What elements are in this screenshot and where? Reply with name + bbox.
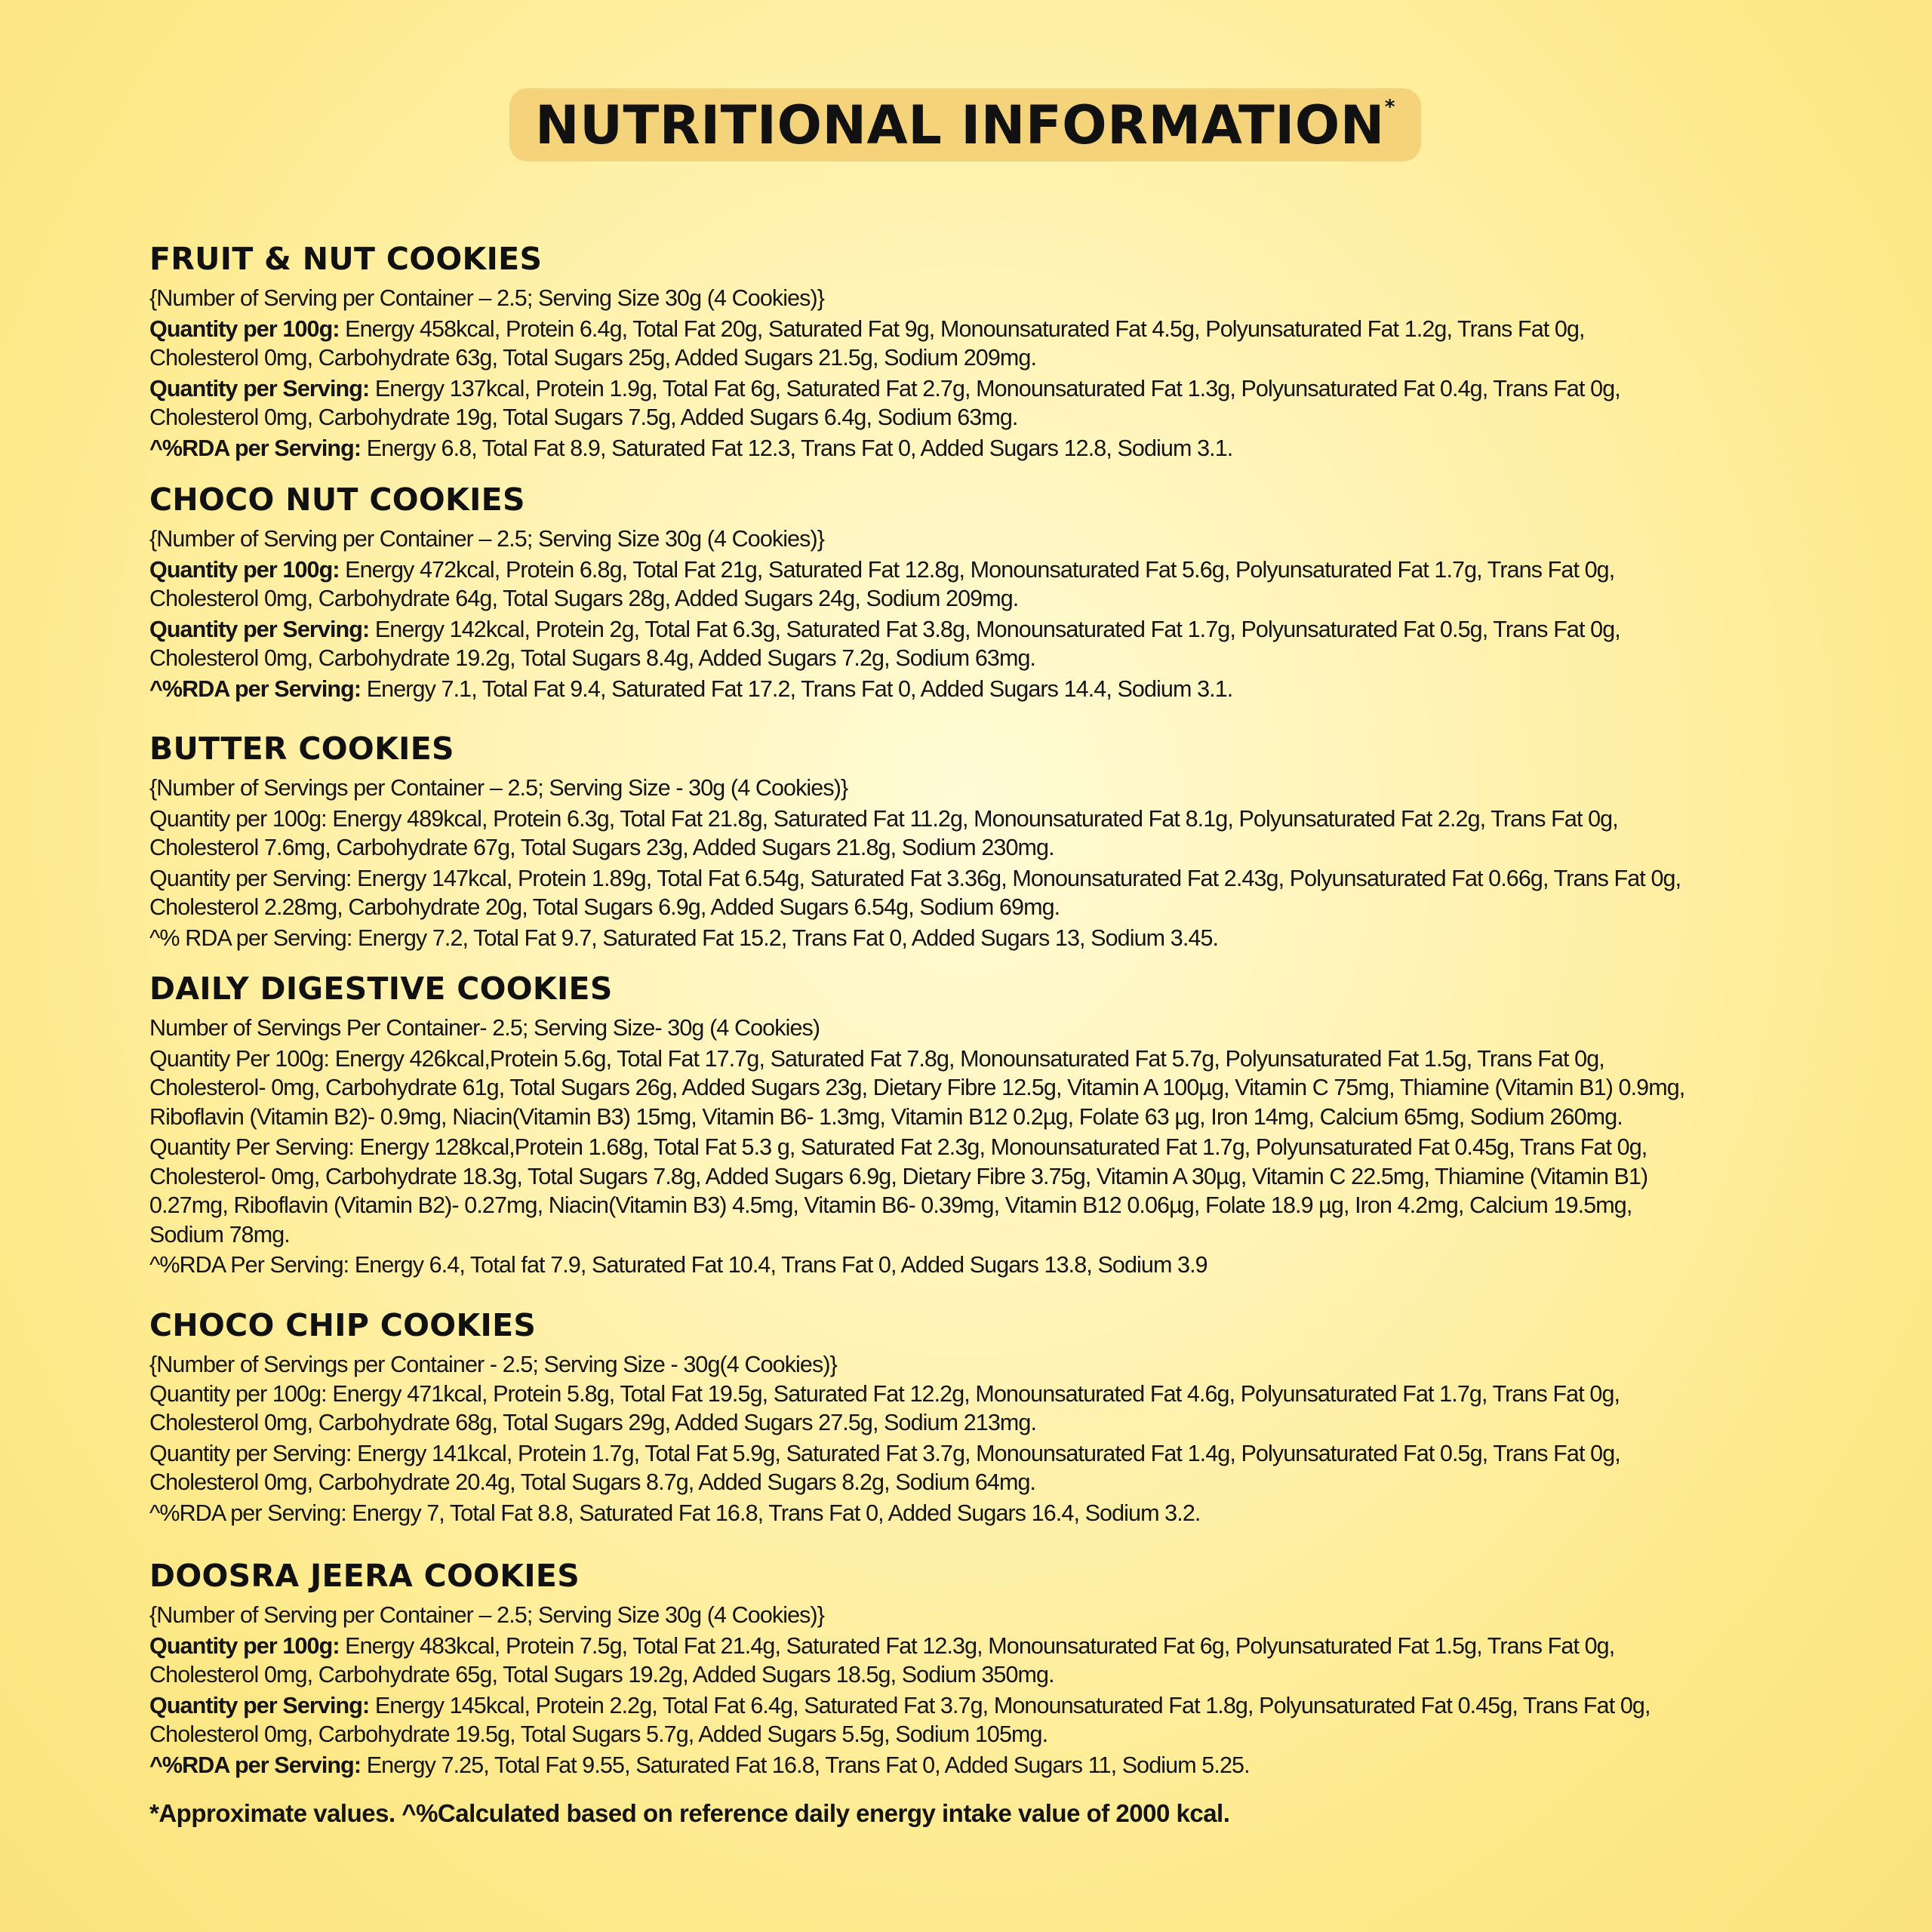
quantity-per-100g <box>149 555 1810 585</box>
quantity-per-serving-cont: 0.27mg, Riboflavin (Vitamin B2)- 0.27mg, Niacin(Vitamin B3) 4.5mg, Vitamin B6- 0.39mg, Vitamin B12 0.06µg, Folate 18.9 µg, Iron 4.2mg, Calcium 19.5mg, <box>149 1192 1632 1218</box>
serving-info: {Number of Serving per Container – 2.5; Serving Size 30g (4 Cookies)} <box>149 526 825 552</box>
section-fruit-nut-cookies <box>149 240 1810 463</box>
quantity-per-serving-cont: Cholesterol- 0mg, Carbohydrate 18.3g, Total Sugars 7.8g, Added Sugars 6.9g, Dietary Fibre 3.75g, Vitamin A 30µg, Vitamin C 22.5mg, Thiamine (Vitamin B1) <box>149 1163 1648 1189</box>
rda-label: ^%RDA per Serving: <box>149 435 361 461</box>
quantity-per-serving: Quantity Per Serving: Energy 128kcal,Protein 1.68g, Total Fat 5.3 g, Saturated Fat 2.3g, Monounsaturated Fat 1.7g, Polyunsaturated Fat 0.45g, Trans Fat 0g, <box>149 1134 1647 1160</box>
quantity-per-100g: Quantity Per 100g: Energy 426kcal,Protein 5.6g, Total Fat 17.7g, Saturated Fat 7.8g, Monounsaturated Fat 5.7g, Polyunsaturated Fat 1.5g, Trans Fat 0g, <box>149 1045 1604 1072</box>
footnote: *Approximate values. ^%Calculated based on reference daily energy intake value of 2000 kcal. <box>149 1799 1230 1827</box>
section-title: CHOCO CHIP COOKIES <box>149 1307 537 1343</box>
quantity-per-serving <box>149 374 1810 404</box>
quantity-per-serving-cont: Cholesterol 2.28mg, Carbohydrate 20g, Total Sugars 6.9g, Added Sugars 6.54g, Sodium 69mg. <box>149 894 1060 920</box>
quantity-per-serving-cont: Sodium 78mg. <box>149 1221 290 1247</box>
title-asterisk: * <box>1384 95 1395 118</box>
section-title: BUTTER COOKIES <box>149 731 454 767</box>
quantity-per-serving <box>149 1691 1810 1721</box>
quantity-per-100g-cont: Cholesterol 0mg, Carbohydrate 65g, Total Sugars 19.2g, Added Sugars 18.5g, Sodium 350mg. <box>149 1662 1054 1687</box>
rda-per-serving: ^%RDA Per Serving: Energy 6.4, Total fat 7.9, Saturated Fat 10.4, Trans Fat 0, Added Sugars 13.8, Sodium 3.9 <box>149 1252 1208 1278</box>
rda-text: Energy 6.8, Total Fat 8.9, Saturated Fat 12.3, Trans Fat 0, Added Sugars 12.8, Sodium 3.1. <box>361 435 1233 461</box>
serving-info: {Number of Serving per Container – 2.5; Serving Size 30g (4 Cookies)} <box>149 285 825 311</box>
quantity-per-100g-text: Energy 472kcal, Protein 6.8g, Total Fat 21g, Saturated Fat 12.8g, Monounsaturated Fat 5.6g, Polyunsaturated Fat 1.7g, Trans Fat 0g, <box>339 556 1615 583</box>
rda-text: Energy 7.1, Total Fat 9.4, Saturated Fat 17.2, Trans Fat 0, Added Sugars 14.4, Sodium 3.1. <box>361 675 1233 702</box>
quantity-per-100g-cont: Riboflavin (Vitamin B2)- 0.9mg, Niacin(Vitamin B3) 15mg, Vitamin B6- 1.3mg, Vitamin B12 0.2µg, Folate 63 µg, Iron 14mg, Calcium 65mg, Sodium 260mg. <box>149 1103 1623 1130</box>
rda-per-serving: ^%RDA per Serving: Energy 7, Total Fat 8.8, Saturated Fat 16.8, Trans Fat 0, Added Sugars 16.4, Sodium 3.2. <box>149 1500 1201 1526</box>
quantity-per-100g-cont: Cholesterol- 0mg, Carbohydrate 61g, Total Sugars 26g, Added Sugars 23g, Dietary Fibre 12.5g, Vitamin A 100µg, Vitamin C 75mg, Thiamine (Vitamin B1) 0.9mg, <box>149 1075 1685 1100</box>
quantity-per-serving <box>149 615 1810 645</box>
rda-label: ^%RDA per Serving: <box>149 1752 361 1778</box>
quantity-per-serving-cont: Cholesterol 0mg, Carbohydrate 20.4g, Total Sugars 8.7g, Added Sugars 8.2g, Sodium 64mg. <box>149 1469 1036 1495</box>
quantity-per-serving-label: Quantity per Serving: <box>149 616 370 642</box>
quantity-per-100g-text: Energy 483kcal, Protein 7.5g, Total Fat 21.4g, Saturated Fat 12.3g, Monounsaturated Fat 6g, Polyunsaturated Fat 1.5g, Trans Fat 0g, <box>339 1632 1615 1659</box>
quantity-per-serving-cont: Cholesterol 0mg, Carbohydrate 19.2g, Total Sugars 8.4g, Added Sugars 7.2g, Sodium 63mg. <box>149 645 1036 671</box>
page-title: NUTRITIONAL INFORMATION* <box>535 94 1395 156</box>
section-daily-digestive-cookies <box>149 970 1810 1280</box>
section-title: DOOSRA JEERA COOKIES <box>149 1558 580 1594</box>
quantity-per-100g-cont: Cholesterol 0mg, Carbohydrate 64g, Total Sugars 28g, Added Sugars 24g, Sodium 209mg. <box>149 586 1019 611</box>
quantity-per-100g <box>149 315 1810 344</box>
quantity-per-100g-label: Quantity per 100g: <box>149 315 340 342</box>
section-title: FRUIT & NUT COOKIES <box>149 241 543 277</box>
quantity-per-serving-cont: Cholesterol 0mg, Carbohydrate 19g, Total Sugars 7.5g, Added Sugars 6.4g, Sodium 63mg. <box>149 405 1018 430</box>
rda-per-serving <box>149 675 1810 704</box>
quantity-per-100g-label: Quantity per 100g: <box>149 1632 340 1659</box>
section-title: DAILY DIGESTIVE COOKIES <box>149 971 613 1007</box>
quantity-per-100g: Quantity per 100g: Energy 471kcal, Protein 5.8g, Total Fat 19.5g, Saturated Fat 12.2g, Monounsaturated Fat 4.6g, Polyunsaturated Fat 1.7g, Trans Fat 0g, <box>149 1380 1620 1407</box>
rda-text: Energy 7.25, Total Fat 9.55, Saturated Fat 16.8, Trans Fat 0, Added Sugars 11, Sodium 5.25. <box>361 1752 1250 1778</box>
quantity-per-serving-label: Quantity per Serving: <box>149 375 370 401</box>
section-choco-nut-cookies <box>149 481 1810 703</box>
quantity-per-serving-text: Energy 145kcal, Protein 2.2g, Total Fat 6.4g, Saturated Fat 3.7g, Monounsaturated Fat 1.8g, Polyunsaturated Fat 0.45g, Trans Fat 0g, <box>369 1692 1651 1718</box>
title-badge <box>509 88 1421 162</box>
section-title: CHOCO NUT COOKIES <box>149 481 525 518</box>
quantity-per-serving-cont: Cholesterol 0mg, Carbohydrate 19.5g, Total Sugars 5.7g, Added Sugars 5.5g, Sodium 105mg. <box>149 1721 1048 1747</box>
quantity-per-serving-label: Quantity per Serving: <box>149 1692 370 1718</box>
rda-per-serving <box>149 434 1810 463</box>
serving-info: Number of Servings Per Container- 2.5; Serving Size- 30g (4 Cookies) <box>149 1015 820 1041</box>
quantity-per-100g-cont: Cholesterol 7.6mg, Carbohydrate 67g, Total Sugars 23g, Added Sugars 21.8g, Sodium 230mg. <box>149 835 1054 860</box>
quantity-per-serving-text: Energy 142kcal, Protein 2g, Total Fat 6.3g, Saturated Fat 3.8g, Monounsaturated Fat 1.7g, Polyunsaturated Fat 0.5g, Trans Fat 0g, <box>369 616 1620 642</box>
quantity-per-100g-cont: Cholesterol 0mg, Carbohydrate 68g, Total Sugars 29g, Added Sugars 27.5g, Sodium 213mg. <box>149 1410 1037 1435</box>
serving-info: {Number of Servings per Container – 2.5; Serving Size - 30g (4 Cookies)} <box>149 775 848 801</box>
quantity-per-serving-text: Energy 137kcal, Protein 1.9g, Total Fat 6g, Saturated Fat 2.7g, Monounsaturated Fat 1.3g, Polyunsaturated Fat 0.4g, Trans Fat 0g, <box>369 375 1620 401</box>
quantity-per-100g-label: Quantity per 100g: <box>149 556 340 583</box>
section-doosra-jeera-cookies <box>149 1557 1810 1780</box>
quantity-per-serving: Quantity per Serving: Energy 147kcal, Protein 1.89g, Total Fat 6.54g, Saturated Fat 3.36g, Monounsaturated Fat 2.43g, Polyunsaturated Fat 0.66g, Trans Fat 0g, <box>149 865 1681 891</box>
section-choco-chip-cookies <box>149 1306 1810 1527</box>
quantity-per-100g <box>149 1632 1810 1661</box>
quantity-per-100g-text: Energy 458kcal, Protein 6.4g, Total Fat 20g, Saturated Fat 9g, Monounsaturated Fat 4.5g, Polyunsaturated Fat 1.2g, Trans Fat 0g, <box>339 315 1585 342</box>
serving-info: {Number of Serving per Container – 2.5; Serving Size 30g (4 Cookies)} <box>149 1602 825 1628</box>
quantity-per-100g: Quantity per 100g: Energy 489kcal, Protein 6.3g, Total Fat 21.8g, Saturated Fat 11.2g, Monounsaturated Fat 8.1g, Polyunsaturated Fat 2.2g, Trans Fat 0g, <box>149 805 1618 832</box>
serving-info: {Number of Servings per Container - 2.5; Serving Size - 30g(4 Cookies)} <box>149 1352 837 1377</box>
quantity-per-100g-cont: Cholesterol 0mg, Carbohydrate 63g, Total Sugars 25g, Added Sugars 21.5g, Sodium 209mg. <box>149 345 1037 371</box>
rda-per-serving: ^% RDA per Serving: Energy 7.2, Total Fat 9.7, Saturated Fat 15.2, Trans Fat 0, Added Sugars 13, Sodium 3.45. <box>149 924 1219 951</box>
rda-per-serving <box>149 1751 1810 1780</box>
rda-label: ^%RDA per Serving: <box>149 675 361 702</box>
quantity-per-serving: Quantity per Serving: Energy 141kcal, Protein 1.7g, Total Fat 5.9g, Saturated Fat 3.7g, Monounsaturated Fat 1.4g, Polyunsaturated Fat 0.5g, Trans Fat 0g, <box>149 1440 1620 1466</box>
section-butter-cookies <box>149 730 1810 952</box>
